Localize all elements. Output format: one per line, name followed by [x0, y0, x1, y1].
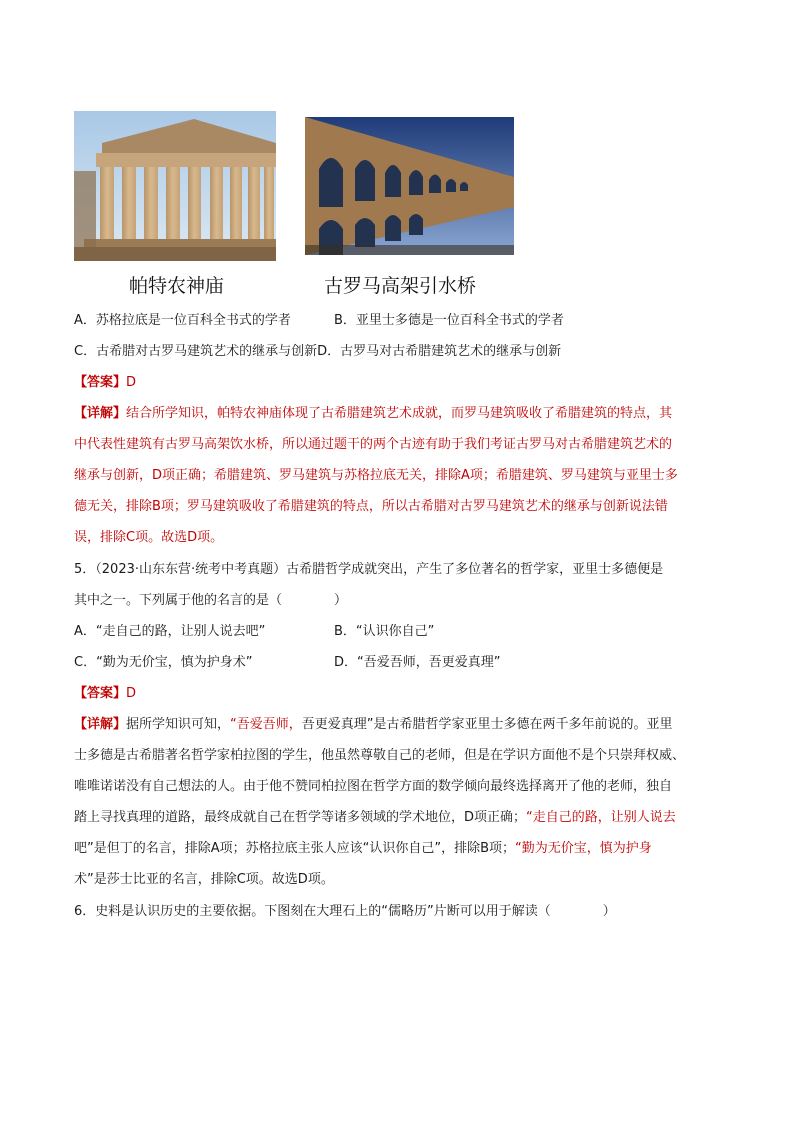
q5-detail-line-1: 【详解】据所学知识可知，“吾爱吾师，吾更爱真理”是古希腊哲学家亚里士多德在两千多年前说的。亚里 — [74, 717, 673, 732]
q4-option-b: B．亚里士多德是一位百科全书式的学者 — [334, 313, 564, 328]
q5-detail-line-2: 士多德是古希腊著名哲学家柏拉图的学生，他虽然尊敬自己的老师，但是在学识方面他不是个只崇拜权威、 — [74, 748, 686, 763]
q5-option-b: B．“认识你自己” — [334, 624, 435, 639]
q4-options-cd — [74, 344, 561, 360]
parthenon-caption: 帕特农神庙 — [129, 275, 225, 297]
answer-value: D — [126, 375, 137, 390]
q4-option-c: C．古希腊对古罗马建筑艺术的继承与创新 — [74, 344, 318, 359]
parthenon-photo — [74, 111, 276, 261]
q5-answer — [74, 686, 136, 702]
q4-detail-line-2: 中代表性建筑有古罗马高架饮水桥，所以通过题干的两个古迹有助于我们考证古罗马对古希腊建筑艺术的 — [74, 437, 673, 452]
q5-detail-line-5: 吧”是但丁的名言，排除A项；苏格拉底主张人应该“认识你自己”，排除B项；“勤为无价宝，慎为护身 — [74, 841, 652, 856]
q5-option-a: A．“走自己的路，让别人说去吧” — [74, 624, 266, 639]
q5-option-c: C．“勤为无价宝，慎为护身术” — [74, 655, 253, 670]
q5-detail-line-3: 唯唯诺诺没有自己想法的人。由于他不赞同柏拉图在哲学方面的数学倾向最终选择离开了他的老师，独自 — [74, 779, 673, 794]
aqueduct-photo — [305, 117, 514, 255]
q5-stem-line-1: 5．（2023·山东东营·统考中考真题）古希腊哲学成就突出，产生了多位著名的哲学家，亚里士多德便是 — [74, 562, 664, 577]
q4-detail-line-4: 德无关，排除B项；罗马建筑吸收了希腊建筑的特点，所以古希腊对古罗马建筑艺术的继承与创新说法错 — [74, 499, 668, 514]
q5-detail-line-6: 术”是莎士比亚的名言，排除C项。故选D项。 — [74, 872, 334, 887]
q4-detail-line-5: 误，排除C项。故选D项。 — [74, 530, 224, 545]
detail-tag: 【详解】 — [74, 717, 127, 732]
q4-detail-line-3: 继承与创新，D项正确；希腊建筑、罗马建筑与苏格拉底无关，排除A项；希腊建筑、罗马建筑与亚里士多 — [74, 468, 678, 483]
answer-tag: 【答案】 — [74, 375, 127, 390]
answer-tag: 【答案】 — [74, 686, 127, 701]
q5-detail-line-4: 踏上寻找真理的道路，最终成就自己在哲学等诸多领域的学术地位，D项正确；“走自己的路，让别人说去 — [74, 810, 676, 825]
q5-option-d: D．“吾爱吾师，吾更爱真理” — [334, 655, 501, 670]
answer-value: D — [126, 686, 137, 701]
detail-tag: 【详解】 — [74, 406, 127, 421]
q5-stem-line-2: 其中之一。下列属于他的名言的是（ ） — [74, 593, 348, 608]
q6-stem: 6．史料是认识历史的主要依据。下图刻在大理石上的“儒略历”片断可以用于解读（ ） — [74, 904, 616, 919]
q4-answer — [74, 375, 136, 391]
q4-option-d: D．古罗马对古希腊建筑艺术的继承与创新 — [317, 344, 562, 359]
aqueduct-caption: 古罗马高架引水桥 — [324, 275, 477, 297]
q4-option-a: A．苏格拉底是一位百科全书式的学者 — [74, 313, 291, 328]
q4-detail-line-1: 【详解】结合所学知识，帕特农神庙体现了古希腊建筑艺术成就，而罗马建筑吸收了希腊建筑的特点，其 — [74, 406, 673, 421]
